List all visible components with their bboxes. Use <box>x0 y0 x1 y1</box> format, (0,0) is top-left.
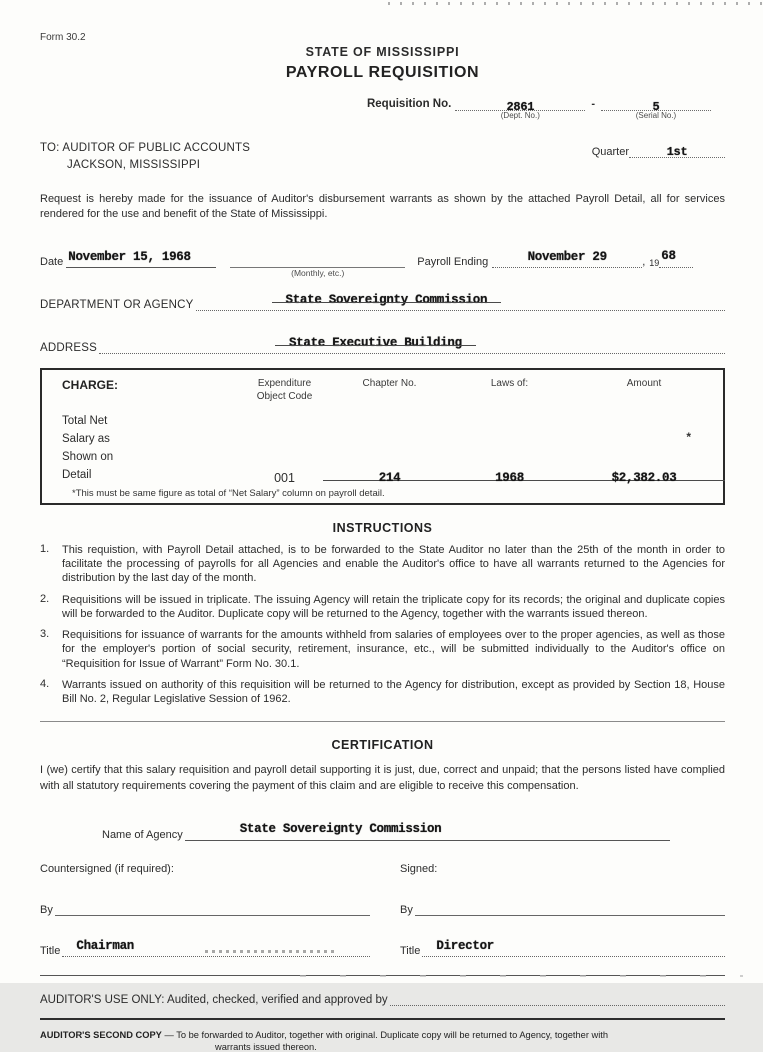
instruction-item: 3. Requisitions for issuance of warrants for the amounts withheld from salaries of employees over to the proper agencies, as well as those for the employer's portion of social security, retirement, insurance, etc., will be submitted individually to the Auditor's office on “Requisition for Issue of Warrant” Form No. 30.1. <box>40 628 725 670</box>
addressee-row <box>40 140 725 175</box>
name-of-agency-value: State Sovereignty Commission <box>239 821 442 836</box>
address-field <box>99 338 725 354</box>
department-row <box>40 295 725 311</box>
payroll-ending-label: Payroll Ending <box>417 256 489 269</box>
monthly-line <box>230 252 405 279</box>
amount-value: $2,382.03 <box>577 471 711 485</box>
signed-column <box>400 863 725 957</box>
charge-box <box>40 368 725 504</box>
countersigned-by-row <box>40 901 370 916</box>
col-expenditure-object-code: Expenditure Object Code <box>256 378 313 402</box>
address-value: State Executive Building <box>289 336 462 351</box>
instruction-item: 4. Warrants issued on authority of this requisition will be returned to the Agency for distribution, except as provided by Section 18, House Bill No. 2, Regular Legislative Session of 1962. <box>40 678 725 706</box>
date-row <box>40 249 725 279</box>
monthly-caption: (Monthly, etc.) <box>291 268 345 279</box>
serial-no-field <box>601 96 711 120</box>
name-of-agency-label: Name of Agency <box>102 828 183 841</box>
name-of-agency-field <box>185 821 670 841</box>
title-label: Title <box>40 944 61 957</box>
page-title: PAYROLL REQUISITION <box>285 64 480 81</box>
year-value: 68 <box>661 249 676 264</box>
second-copy-label: AUDITOR'S SECOND COPY <box>40 1029 162 1040</box>
signed-by-field <box>415 901 725 916</box>
date-field <box>66 252 216 268</box>
date-value: November 15, 1968 <box>68 250 191 265</box>
certification-paragraph: I (we) certify that this salary requisition and payroll detail supporting it is just, due, correct and unpaid; that the persons listed have complied with all statutory requirements covering the payment of this claim and are eligible to receive this compensation. <box>40 763 725 793</box>
charge-label: CHARGE: <box>62 378 118 393</box>
charge-footnote: *This must be same figure as total of “Net Salary” column on payroll detail. <box>72 487 385 499</box>
countersigned-by-field <box>55 901 370 916</box>
comma: , <box>642 256 646 269</box>
state-title: STATE OF MISSISSIPPI <box>305 45 460 59</box>
second-copy-text-line2: warrants issued thereon. <box>215 1041 317 1052</box>
second-copy-text: — To be forwarded to Auditor, together with original. Duplicate copy will be returned to Agency, together with <box>164 1029 609 1040</box>
addressee-block <box>40 140 250 175</box>
certification-heading: CERTIFICATION <box>331 737 434 752</box>
department-field <box>196 295 725 311</box>
quarter-value: 1st <box>666 145 688 159</box>
dept-no-field <box>455 96 585 120</box>
requisition-number-row <box>40 96 725 120</box>
countersigned-title-value: Chairman <box>76 938 134 953</box>
by-label: By <box>400 903 413 916</box>
col-chapter-no: Chapter No. <box>362 378 417 390</box>
countersigned-column <box>40 863 370 957</box>
auditor-divider <box>40 1018 725 1020</box>
to-label: TO: <box>40 142 60 154</box>
title-label: Title <box>400 944 421 957</box>
signed-title-value: Director <box>436 938 494 953</box>
instructions-heading: INSTRUCTIONS <box>332 520 433 535</box>
requisition-separator: - <box>591 98 595 110</box>
to-line1: AUDITOR OF PUBLIC ACCOUNTS <box>62 142 251 154</box>
dept-no-value: 2861 <box>506 100 535 114</box>
approved-by-field <box>390 992 725 1006</box>
department-label: DEPARTMENT OR AGENCY <box>40 299 194 312</box>
department-value: State Sovereignty Commission <box>285 293 488 308</box>
request-paragraph: Request is hereby made for the issuance of Auditor's disbursement warrants as shown by the attached Payroll Detail, all for services rendered for the use and benefit of the State of Mississippi. <box>40 192 725 221</box>
expenditure-object-code-value: 001 <box>274 470 295 485</box>
col-laws-of: Laws of: <box>490 378 529 390</box>
scan-noise-smudge <box>205 950 335 953</box>
signed-title-field <box>422 938 725 957</box>
dept-no-caption: (Dept. No.) <box>500 111 540 120</box>
signed-title-row <box>400 938 725 957</box>
year-prefix: 19 <box>649 258 660 269</box>
chapter-no-value: 214 <box>337 471 442 485</box>
serial-no-caption: (Serial No.) <box>635 111 677 120</box>
second-copy-note <box>40 1029 725 1042</box>
payroll-ending-value: November 29 <box>527 250 607 265</box>
form-number: Form 30.2 <box>40 32 86 43</box>
col-amount: Amount <box>626 378 662 390</box>
section-divider <box>40 721 725 722</box>
address-row <box>40 338 725 354</box>
scan-noise-bottom <box>300 975 743 977</box>
instruction-item: 2. Requisitions will be issued in triplicate. The issuing Agency will retain the triplicate copy for its records; the original and duplicate copies will be forwarded to the Auditor. Duplicate copy will be returned to the Agency, together with the warrants issued thereon. <box>40 592 725 620</box>
date-label: Date <box>40 256 64 269</box>
quarter-label: Quarter <box>591 146 629 158</box>
countersigned-label: Countersigned (if required): <box>40 862 174 875</box>
instructions-list <box>40 543 725 707</box>
signed-label: Signed: <box>400 862 438 875</box>
to-line2: JACKSON, MISSISSIPPI <box>67 159 201 172</box>
payroll-ending-field <box>492 252 642 268</box>
year-field <box>659 249 693 268</box>
quarter-field <box>592 144 725 175</box>
charge-row-label: Total Net Salary as Shown on Detail <box>62 415 114 481</box>
scan-noise-top <box>388 2 763 5</box>
by-label: By <box>40 903 53 916</box>
name-of-agency-row <box>102 821 670 841</box>
requisition-number-label: Requisition No. <box>366 98 452 110</box>
instruction-item: 1. This requistion, with Payroll Detail attached, is to be forwarded to the State Auditor no later than the 25th of the month in order to facilitate the processing of payrolls for all Agencies and enable the Auditor's office to have all warrants returned to the Agencies for distribution by the last day of the month. <box>40 542 725 585</box>
address-label: ADDRESS <box>40 342 97 355</box>
auditor-use-only-label: AUDITOR'S USE ONLY: Audited, checked, verified and approved by <box>40 993 388 1006</box>
charge-table <box>62 378 711 484</box>
amount-asterisk: * <box>686 430 691 445</box>
signature-block <box>40 863 725 957</box>
auditor-use-only-row <box>40 992 725 1006</box>
laws-of-value: 1968 <box>442 471 577 485</box>
serial-no-value: 5 <box>652 100 660 114</box>
signed-by-row <box>400 901 725 916</box>
